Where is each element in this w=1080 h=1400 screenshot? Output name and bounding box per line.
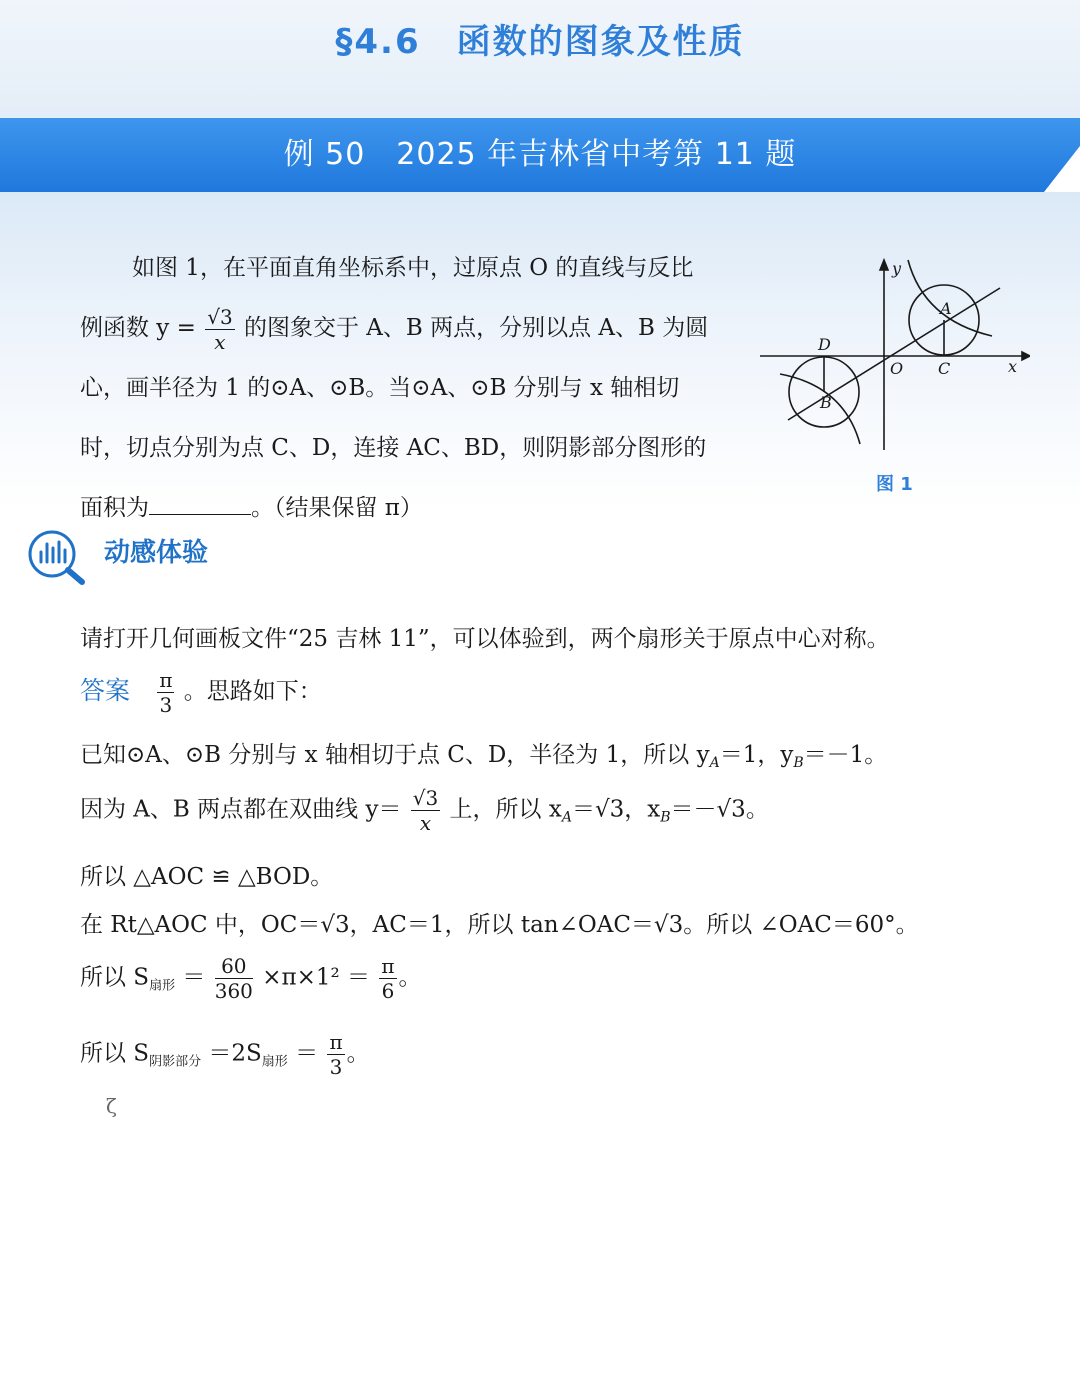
fraction-pi-2: π xyxy=(329,1030,343,1054)
figure-caption: 图 1 xyxy=(876,474,913,495)
problem-line-2-post: 的图象交于 A、B 两点，分别以点 A、B 为圆 xyxy=(243,315,709,341)
solution-line-2-pre: 因为 A、B 两点都在双曲线 y＝ xyxy=(80,796,402,823)
problem-line-5-post: 。（结果保留 π） xyxy=(251,495,423,521)
solution-line-5-end: 。 xyxy=(398,964,422,991)
label-x: x xyxy=(1008,357,1018,376)
fraction-60-over-360 xyxy=(215,954,253,1003)
fraction-pi: π xyxy=(381,954,395,978)
magnifier-chart-icon xyxy=(26,528,88,586)
label-a: A xyxy=(940,299,952,318)
answer-line xyxy=(80,668,322,717)
fraction-3: 3 xyxy=(329,1055,343,1079)
answer-blank xyxy=(149,492,251,515)
dynamic-experience-title: 动感体验 xyxy=(104,538,209,568)
solution-fraction-denominator: x xyxy=(419,811,432,835)
section-title: §4.6 函数的图象及性质 xyxy=(335,22,745,62)
problem-line-2-pre: 例函数 y = xyxy=(80,315,196,341)
solution-line-5 xyxy=(80,954,422,1003)
solution-line-1 xyxy=(80,736,887,771)
problem-line-1: 如图 1，在平面直角坐标系中，过原点 O 的直线与反比 xyxy=(132,255,694,281)
problem-line-5 xyxy=(80,478,740,538)
problem-line-3: 心，画半径为 1 的⊙A、⊙B。当⊙A、⊙B 分别与 x 轴相切 xyxy=(80,375,680,401)
answer-post: 。思路如下： xyxy=(183,678,322,705)
solution-fraction-sqrt3-over-x xyxy=(411,786,440,835)
subscript-b: B xyxy=(793,755,804,771)
answer-numerator: π xyxy=(159,668,173,692)
margin-mark: ζ xyxy=(106,1094,117,1118)
problem-line-4: 时，切点分别为点 C、D，连接 AC、BD，则阴影部分图形的 xyxy=(80,435,707,461)
problem-line-5-pre: 面积为 xyxy=(80,495,149,521)
answer-fraction xyxy=(157,668,174,717)
solution-line-5-pre: 所以 S xyxy=(80,964,150,991)
solution-line-2-mid2: ＝√3，x xyxy=(571,796,661,823)
solution-line-1-mid: ＝1，y xyxy=(719,742,794,768)
answer-label: 答案 xyxy=(80,675,131,705)
solution-line-2-mid: 上，所以 x xyxy=(449,796,562,823)
solution-line-3: 所以 △AOC ≌ △BOD。 xyxy=(80,864,334,890)
problem-line-2 xyxy=(80,298,740,358)
answer-denominator: 3 xyxy=(159,693,173,717)
dynamic-text: 请打开几何画板文件“25 吉林 11”，可以体验到，两个扇形关于原点中心对称。 xyxy=(80,626,890,652)
fraction-360: 360 xyxy=(214,979,253,1003)
solution-line-4: 在 Rt△AOC 中，OC＝√3，AC＝1，所以 tan∠OAC＝√3。所以 ∠OAC＝60°。 xyxy=(80,912,919,938)
label-y: y xyxy=(892,259,902,278)
label-d: D xyxy=(818,335,831,354)
solution-line-2-end: ＝－√3。 xyxy=(670,796,769,823)
label-c: C xyxy=(938,359,951,378)
label-b: B xyxy=(820,393,832,412)
solution-line-5-mid: ×π×1² ＝ xyxy=(262,964,371,991)
fraction-numerator: √3 xyxy=(207,304,233,329)
y-axis-arrow xyxy=(880,260,888,270)
example-banner xyxy=(0,118,1080,192)
fraction-pi-over-3 xyxy=(327,1030,344,1079)
subscript-sector: 扇形 xyxy=(149,978,176,994)
solution-line-6-pre: 所以 S xyxy=(80,1040,150,1067)
solution-line-1-text: 已知⊙A、⊙B 分别与 x 轴相切于点 C、D，半径为 1，所以 y xyxy=(80,742,710,768)
fraction-6: 6 xyxy=(381,979,395,1003)
x-axis-arrow xyxy=(1022,352,1030,360)
figure-1 xyxy=(760,258,1030,458)
solution-line-6-eq: ＝ xyxy=(287,1040,319,1067)
fraction-sqrt3-over-x xyxy=(205,305,234,354)
solution-line-1-end: ＝－1。 xyxy=(803,742,888,768)
subscript-a: A xyxy=(709,755,720,771)
subscript-xa: A xyxy=(561,809,572,826)
subscript-xb: B xyxy=(660,809,671,826)
banner-title: 例 50 2025 年吉林省中考第 11 题 xyxy=(283,137,797,172)
label-o: O xyxy=(890,359,904,378)
solution-line-6 xyxy=(80,1030,370,1079)
problem-statement xyxy=(80,238,740,538)
subscript-sector-2: 扇形 xyxy=(261,1054,288,1070)
subscript-shaded: 阴影部分 xyxy=(149,1054,202,1070)
solution-line-6-mid: ＝2S xyxy=(201,1040,262,1067)
solution-fraction-numerator: √3 xyxy=(412,786,439,810)
fraction-60: 60 xyxy=(215,954,253,979)
fraction-pi-over-6 xyxy=(379,954,396,1003)
solution-line-5-eq: ＝ xyxy=(175,964,206,991)
solution-line-2 xyxy=(80,786,769,835)
fraction-denominator: x xyxy=(214,329,226,354)
solution-line-6-end: 。 xyxy=(346,1040,370,1067)
